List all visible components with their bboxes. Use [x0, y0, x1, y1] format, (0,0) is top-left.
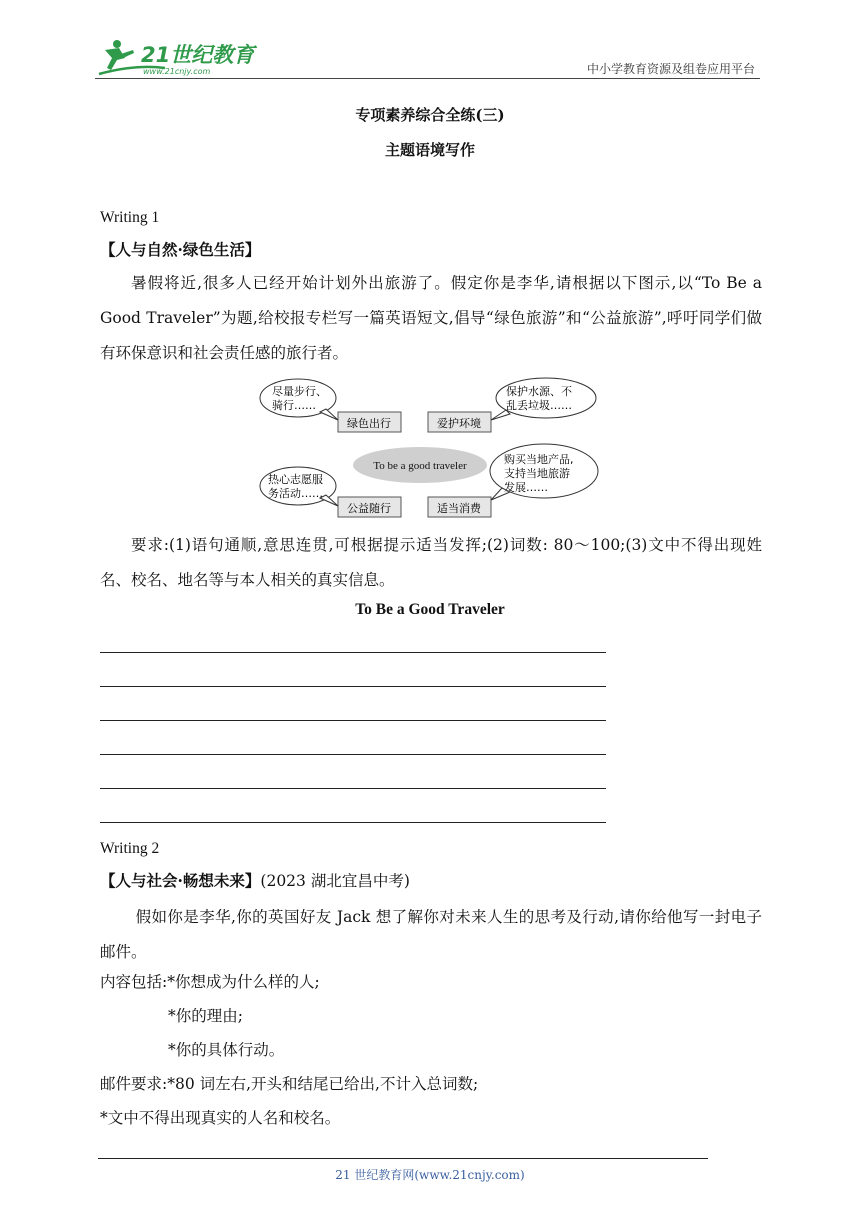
- writing2-source: (2023 湖北宜昌中考): [260, 872, 410, 890]
- svg-text:尽量步行、: 尽量步行、: [272, 385, 327, 398]
- content-label: 内容包括:*你想成为什么样的人;: [100, 973, 320, 991]
- footer-text: 21 世纪教育网(www.21cnjy.com): [335, 1168, 525, 1182]
- svg-text:支持当地旅游: 支持当地旅游: [504, 467, 570, 480]
- logo-url: www.21cnjy.com: [143, 67, 211, 76]
- email-requirement: 邮件要求:*80 词左右,开头和结尾已给出,不计入总词数;: [100, 1075, 479, 1093]
- answer-line[interactable]: [100, 754, 606, 755]
- svg-text:适当消费: 适当消费: [437, 502, 481, 515]
- page-subtitle: 主题语境写作: [384, 141, 475, 159]
- traveler-mind-map: [258, 376, 600, 521]
- bubble-walk-cycle: [260, 379, 338, 420]
- answer-line[interactable]: [100, 652, 606, 653]
- answer-line[interactable]: [100, 720, 606, 721]
- svg-text:热心志愿服: 热心志愿服: [268, 473, 323, 486]
- content-item-action: *你的具体行动。: [168, 1041, 285, 1059]
- writing1-label: Writing 1: [100, 209, 160, 226]
- essay-title: To Be a Good Traveler: [355, 601, 505, 618]
- svg-text:爱护环境: 爱护环境: [437, 417, 481, 430]
- platform-label: 中小学教育资源及组卷应用平台: [586, 62, 755, 76]
- answer-line[interactable]: [100, 822, 606, 823]
- bubble-volunteer: [260, 467, 338, 506]
- header-divider: [95, 78, 760, 79]
- bubble-protect-water: [491, 378, 596, 420]
- box-protect-environment: [428, 412, 491, 432]
- center-label: To be a good traveler: [373, 460, 467, 472]
- answer-line[interactable]: [100, 686, 606, 687]
- svg-text:公益随行: 公益随行: [347, 502, 391, 515]
- writing2-theme: 【人与社会·畅想未来】: [100, 871, 261, 890]
- writing2-label: Writing 2: [100, 840, 160, 857]
- writing2-prompt: 假如你是李华,你的英国好友 Jack 想了解你对未来人生的思考及行动,请你给他写一封电子邮件。: [100, 908, 762, 961]
- svg-text:保护水源、不: 保护水源、不: [506, 385, 572, 398]
- writing1-requirement: 要求:(1)语句通顺,意思连贯,可根据提示适当发挥;(2)词数: 80～100;(3)文中不得出现姓名、校名、地名等与本人相关的真实信息。: [100, 536, 762, 589]
- bubble-local-products: [490, 444, 598, 500]
- page-title: 专项素养综合全练(三): [355, 106, 505, 124]
- extra-requirement: *文中不得出现真实的人名和校名。: [100, 1109, 341, 1127]
- svg-text:乱丢垃圾……: 乱丢垃圾……: [506, 399, 572, 412]
- box-green-travel: [338, 412, 401, 432]
- svg-text:务活动……: 务活动……: [268, 487, 323, 500]
- svg-text:购买当地产品,: 购买当地产品,: [504, 453, 574, 466]
- footer-divider: [98, 1158, 708, 1159]
- svg-text:发展……: 发展……: [504, 481, 548, 494]
- content-item-reason: *你的理由;: [168, 1007, 243, 1025]
- writing2-heading: [100, 869, 410, 891]
- answer-line[interactable]: [100, 788, 606, 789]
- svg-text:绿色出行: 绿色出行: [347, 417, 391, 430]
- writing1-theme: 【人与自然·绿色生活】: [100, 240, 261, 259]
- writing1-prompt: 暑假将近,很多人已经开始计划外出旅游了。假定你是李华,请根据以下图示,以“To Be a Good Traveler”为题,给校报专栏写一篇英语短文,倡导“绿色旅游”和“公益旅游”,呼吁同学们做有环保意识和社会责任感的旅行者。: [100, 274, 762, 362]
- svg-text:骑行……: 骑行……: [272, 399, 316, 412]
- box-public-welfare: [338, 497, 401, 517]
- site-logo: [95, 36, 260, 78]
- box-moderate-consumption: [428, 497, 491, 517]
- logo-text: 21世纪教育: [141, 43, 255, 67]
